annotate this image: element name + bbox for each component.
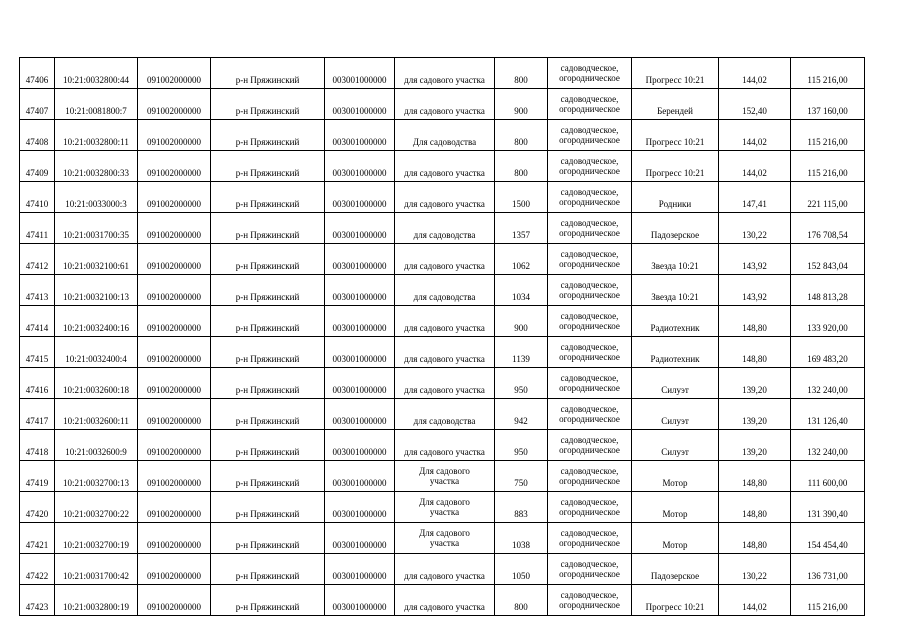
settlement-cell: Мотор <box>632 492 719 523</box>
table-row <box>20 151 865 182</box>
oktmo-code-cell: 091002000000 <box>138 399 211 430</box>
category-cell-line: садоводческое, <box>560 435 619 445</box>
area-cell: 1500 <box>495 182 548 213</box>
oktmo-code-cell: 091002000000 <box>138 275 211 306</box>
settlement-cell: Прогресс 10:21 <box>632 151 719 182</box>
row-number-cell: 47419 <box>20 461 55 492</box>
category-cell <box>548 368 632 399</box>
specific-value-cell: 144,02 <box>719 585 791 616</box>
category-cell-line: огородническое <box>559 414 620 424</box>
okato-code-cell: 003001000000 <box>325 89 395 120</box>
table-row <box>20 337 865 368</box>
permitted-use-cell: для садового участка <box>395 337 495 368</box>
specific-value-cell: 139,20 <box>719 368 791 399</box>
row-number-cell: 47416 <box>20 368 55 399</box>
category-cell-line: садоводческое, <box>560 466 619 476</box>
cadastral-value-cell: 152 843,04 <box>791 244 865 275</box>
district-cell: р-н Пряжинский <box>211 461 325 492</box>
area-cell: 800 <box>495 585 548 616</box>
area-cell: 1038 <box>495 523 548 554</box>
category-cell-line: садоводческое, <box>560 218 619 228</box>
cadastral-number-cell: 10:21:0032800:11 <box>55 120 138 151</box>
row-number-cell: 47421 <box>20 523 55 554</box>
permitted-use-cell <box>395 461 495 492</box>
settlement-cell: Радиотехник <box>632 337 719 368</box>
category-cell-line: садоводческое, <box>560 404 619 414</box>
row-number-cell: 47406 <box>20 58 55 89</box>
settlement-cell: Силуэт <box>632 430 719 461</box>
category-cell-line: огородническое <box>559 135 620 145</box>
area-cell: 950 <box>495 368 548 399</box>
cadastral-number-cell: 10:21:0032600:9 <box>55 430 138 461</box>
permitted-use-cell <box>395 523 495 554</box>
permitted-use-cell: для садового участка <box>395 306 495 337</box>
category-cell <box>548 213 632 244</box>
row-number-cell: 47415 <box>20 337 55 368</box>
category-cell-line: садоводческое, <box>560 590 619 600</box>
area-cell: 950 <box>495 430 548 461</box>
category-cell-line: огородническое <box>559 352 620 362</box>
permitted-use-cell: для садового участка <box>395 151 495 182</box>
okato-code-cell: 003001000000 <box>325 430 395 461</box>
cadastral-value-cell: 132 240,00 <box>791 430 865 461</box>
specific-value-cell: 143,92 <box>719 244 791 275</box>
specific-value-cell: 139,20 <box>719 430 791 461</box>
permitted-use-cell-line: Для садового <box>419 497 470 507</box>
permitted-use-cell: для садового участка <box>395 182 495 213</box>
table-row <box>20 306 865 337</box>
cadastral-number-cell: 10:21:0031700:35 <box>55 213 138 244</box>
district-cell: р-н Пряжинский <box>211 275 325 306</box>
settlement-cell: Прогресс 10:21 <box>632 585 719 616</box>
area-cell: 900 <box>495 306 548 337</box>
cadastral-number-cell: 10:21:0033000:3 <box>55 182 138 213</box>
category-cell-line: садоводческое, <box>560 373 619 383</box>
table-row <box>20 213 865 244</box>
settlement-cell: Силуэт <box>632 368 719 399</box>
area-cell: 1139 <box>495 337 548 368</box>
district-cell: р-н Пряжинский <box>211 368 325 399</box>
permitted-use-cell-line: Для садового <box>419 466 470 476</box>
oktmo-code-cell: 091002000000 <box>138 523 211 554</box>
cadastral-value-cell: 148 813,28 <box>791 275 865 306</box>
category-cell <box>548 306 632 337</box>
oktmo-code-cell: 091002000000 <box>138 368 211 399</box>
settlement-cell: Силуэт <box>632 399 719 430</box>
permitted-use-cell: для садоводства <box>395 399 495 430</box>
settlement-cell: Падозерское <box>632 213 719 244</box>
specific-value-cell: 144,02 <box>719 151 791 182</box>
land-plots-table <box>19 57 865 616</box>
category-cell-line: садоводческое, <box>560 311 619 321</box>
district-cell: р-н Пряжинский <box>211 492 325 523</box>
category-cell-line: огородническое <box>559 197 620 207</box>
settlement-cell: Прогресс 10:21 <box>632 58 719 89</box>
category-cell <box>548 151 632 182</box>
table-row <box>20 275 865 306</box>
cadastral-number-cell: 10:21:0032100:61 <box>55 244 138 275</box>
table-row <box>20 244 865 275</box>
specific-value-cell: 148,80 <box>719 523 791 554</box>
category-cell <box>548 430 632 461</box>
district-cell: р-н Пряжинский <box>211 585 325 616</box>
district-cell: р-н Пряжинский <box>211 306 325 337</box>
category-cell-line: огородническое <box>559 383 620 393</box>
area-cell: 900 <box>495 89 548 120</box>
specific-value-cell: 130,22 <box>719 213 791 244</box>
row-number-cell: 47414 <box>20 306 55 337</box>
cadastral-value-cell: 131 390,40 <box>791 492 865 523</box>
cadastral-value-cell: 115 216,00 <box>791 120 865 151</box>
row-number-cell: 47418 <box>20 430 55 461</box>
row-number-cell: 47408 <box>20 120 55 151</box>
permitted-use-cell: для садового участка <box>395 244 495 275</box>
permitted-use-cell: для садового участка <box>395 368 495 399</box>
cadastral-number-cell: 10:21:0032600:11 <box>55 399 138 430</box>
district-cell: р-н Пряжинский <box>211 58 325 89</box>
permitted-use-cell-line: участка <box>429 538 460 548</box>
category-cell-line: садоводческое, <box>560 63 619 73</box>
oktmo-code-cell: 091002000000 <box>138 585 211 616</box>
category-cell-line: огородническое <box>559 166 620 176</box>
permitted-use-cell: для садоводства <box>395 275 495 306</box>
category-cell-line: огородническое <box>559 321 620 331</box>
table-row <box>20 58 865 89</box>
category-cell <box>548 554 632 585</box>
table-row <box>20 523 865 554</box>
district-cell: р-н Пряжинский <box>211 523 325 554</box>
cadastral-value-cell: 176 708,54 <box>791 213 865 244</box>
area-cell: 1062 <box>495 244 548 275</box>
cadastral-number-cell: 10:21:0032800:19 <box>55 585 138 616</box>
specific-value-cell: 144,02 <box>719 120 791 151</box>
category-cell-line: огородническое <box>559 73 620 83</box>
category-cell-line: садоводческое, <box>560 94 619 104</box>
category-cell-line: огородническое <box>559 569 620 579</box>
category-cell <box>548 492 632 523</box>
area-cell: 883 <box>495 492 548 523</box>
table-row <box>20 461 865 492</box>
table-row <box>20 368 865 399</box>
okato-code-cell: 003001000000 <box>325 585 395 616</box>
table-row <box>20 182 865 213</box>
cadastral-number-cell: 10:21:0032600:18 <box>55 368 138 399</box>
cadastral-number-cell: 10:21:0032800:33 <box>55 151 138 182</box>
category-cell <box>548 337 632 368</box>
cadastral-value-cell: 115 216,00 <box>791 585 865 616</box>
settlement-cell: Берендей <box>632 89 719 120</box>
area-cell: 800 <box>495 58 548 89</box>
settlement-cell: Звезда 10:21 <box>632 244 719 275</box>
row-number-cell: 47411 <box>20 213 55 244</box>
table-row <box>20 89 865 120</box>
cadastral-number-cell: 10:21:0032700:19 <box>55 523 138 554</box>
permitted-use-cell: Для садоводства <box>395 120 495 151</box>
permitted-use-cell: для садоводства <box>395 213 495 244</box>
district-cell: р-н Пряжинский <box>211 337 325 368</box>
category-cell <box>548 461 632 492</box>
cadastral-number-cell: 10:21:0032700:22 <box>55 492 138 523</box>
permitted-use-cell: для садового участка <box>395 430 495 461</box>
cadastral-value-cell: 154 454,40 <box>791 523 865 554</box>
okato-code-cell: 003001000000 <box>325 306 395 337</box>
district-cell: р-н Пряжинский <box>211 399 325 430</box>
category-cell-line: огородническое <box>559 228 620 238</box>
specific-value-cell: 148,80 <box>719 337 791 368</box>
table-body <box>20 58 865 616</box>
district-cell: р-н Пряжинский <box>211 151 325 182</box>
cadastral-number-cell: 10:21:0032800:44 <box>55 58 138 89</box>
okato-code-cell: 003001000000 <box>325 337 395 368</box>
okato-code-cell: 003001000000 <box>325 368 395 399</box>
specific-value-cell: 147,41 <box>719 182 791 213</box>
permitted-use-cell: для садового участка <box>395 58 495 89</box>
category-cell <box>548 585 632 616</box>
cadastral-number-cell: 10:21:0032100:13 <box>55 275 138 306</box>
district-cell: р-н Пряжинский <box>211 213 325 244</box>
cadastral-number-cell: 10:21:0031700:42 <box>55 554 138 585</box>
category-cell-line: садоводческое, <box>560 187 619 197</box>
row-number-cell: 47423 <box>20 585 55 616</box>
oktmo-code-cell: 091002000000 <box>138 244 211 275</box>
permitted-use-cell-line: участка <box>429 507 460 517</box>
permitted-use-cell-line: Для садового <box>419 528 470 538</box>
specific-value-cell: 152,40 <box>719 89 791 120</box>
okato-code-cell: 003001000000 <box>325 399 395 430</box>
okato-code-cell: 003001000000 <box>325 120 395 151</box>
category-cell <box>548 58 632 89</box>
category-cell-line: огородническое <box>559 259 620 269</box>
category-cell-line: огородническое <box>559 600 620 610</box>
permitted-use-cell <box>395 492 495 523</box>
settlement-cell: Родники <box>632 182 719 213</box>
cadastral-number-cell: 10:21:0081800:7 <box>55 89 138 120</box>
specific-value-cell: 139,20 <box>719 399 791 430</box>
row-number-cell: 47422 <box>20 554 55 585</box>
category-cell-line: огородническое <box>559 445 620 455</box>
district-cell: р-н Пряжинский <box>211 244 325 275</box>
area-cell: 942 <box>495 399 548 430</box>
oktmo-code-cell: 091002000000 <box>138 306 211 337</box>
specific-value-cell: 148,80 <box>719 306 791 337</box>
oktmo-code-cell: 091002000000 <box>138 58 211 89</box>
settlement-cell: Звезда 10:21 <box>632 275 719 306</box>
category-cell <box>548 399 632 430</box>
category-cell-line: садоводческое, <box>560 497 619 507</box>
category-cell <box>548 523 632 554</box>
category-cell <box>548 275 632 306</box>
table-row <box>20 430 865 461</box>
area-cell: 1034 <box>495 275 548 306</box>
oktmo-code-cell: 091002000000 <box>138 430 211 461</box>
row-number-cell: 47413 <box>20 275 55 306</box>
category-cell-line: садоводческое, <box>560 342 619 352</box>
okato-code-cell: 003001000000 <box>325 182 395 213</box>
cadastral-value-cell: 133 920,00 <box>791 306 865 337</box>
table-row <box>20 585 865 616</box>
oktmo-code-cell: 091002000000 <box>138 120 211 151</box>
okato-code-cell: 003001000000 <box>325 151 395 182</box>
oktmo-code-cell: 091002000000 <box>138 461 211 492</box>
okato-code-cell: 003001000000 <box>325 275 395 306</box>
permitted-use-cell: для садового участка <box>395 585 495 616</box>
oktmo-code-cell: 091002000000 <box>138 89 211 120</box>
table-row <box>20 492 865 523</box>
okato-code-cell: 003001000000 <box>325 492 395 523</box>
table-row <box>20 399 865 430</box>
category-cell-line: огородническое <box>559 290 620 300</box>
area-cell: 750 <box>495 461 548 492</box>
settlement-cell: Мотор <box>632 523 719 554</box>
cadastral-value-cell: 131 126,40 <box>791 399 865 430</box>
settlement-cell: Падозерское <box>632 554 719 585</box>
category-cell-line: садоводческое, <box>560 156 619 166</box>
okato-code-cell: 003001000000 <box>325 461 395 492</box>
permitted-use-cell-line: участка <box>429 476 460 486</box>
category-cell-line: огородническое <box>559 538 620 548</box>
oktmo-code-cell: 091002000000 <box>138 337 211 368</box>
oktmo-code-cell: 091002000000 <box>138 554 211 585</box>
category-cell-line: огородническое <box>559 507 620 517</box>
specific-value-cell: 144,02 <box>719 58 791 89</box>
table-row <box>20 120 865 151</box>
okato-code-cell: 003001000000 <box>325 213 395 244</box>
table-row <box>20 554 865 585</box>
category-cell-line: огородническое <box>559 476 620 486</box>
cadastral-value-cell: 115 216,00 <box>791 58 865 89</box>
oktmo-code-cell: 091002000000 <box>138 151 211 182</box>
permitted-use-cell: для садового участка <box>395 89 495 120</box>
okato-code-cell: 003001000000 <box>325 554 395 585</box>
cadastral-value-cell: 111 600,00 <box>791 461 865 492</box>
oktmo-code-cell: 091002000000 <box>138 182 211 213</box>
oktmo-code-cell: 091002000000 <box>138 492 211 523</box>
district-cell: р-н Пряжинский <box>211 182 325 213</box>
oktmo-code-cell: 091002000000 <box>138 213 211 244</box>
specific-value-cell: 130,22 <box>719 554 791 585</box>
area-cell: 1050 <box>495 554 548 585</box>
row-number-cell: 47417 <box>20 399 55 430</box>
settlement-cell: Прогресс 10:21 <box>632 120 719 151</box>
row-number-cell: 47420 <box>20 492 55 523</box>
permitted-use-cell: для садового участка <box>395 554 495 585</box>
category-cell-line: садоводческое, <box>560 125 619 135</box>
area-cell: 800 <box>495 120 548 151</box>
category-cell-line: огородническое <box>559 104 620 114</box>
cadastral-value-cell: 169 483,20 <box>791 337 865 368</box>
category-cell-line: садоводческое, <box>560 249 619 259</box>
row-number-cell: 47410 <box>20 182 55 213</box>
row-number-cell: 47412 <box>20 244 55 275</box>
category-cell-line: садоводческое, <box>560 280 619 290</box>
settlement-cell: Радиотехник <box>632 306 719 337</box>
cadastral-value-cell: 136 731,00 <box>791 554 865 585</box>
specific-value-cell: 148,80 <box>719 492 791 523</box>
district-cell: р-н Пряжинский <box>211 120 325 151</box>
cadastral-value-cell: 137 160,00 <box>791 89 865 120</box>
cadastral-value-cell: 115 216,00 <box>791 151 865 182</box>
category-cell-line: садоводческое, <box>560 559 619 569</box>
category-cell <box>548 244 632 275</box>
category-cell <box>548 89 632 120</box>
category-cell <box>548 120 632 151</box>
category-cell-line: садоводческое, <box>560 528 619 538</box>
cadastral-number-cell: 10:21:0032400:4 <box>55 337 138 368</box>
okato-code-cell: 003001000000 <box>325 244 395 275</box>
district-cell: р-н Пряжинский <box>211 430 325 461</box>
area-cell: 1357 <box>495 213 548 244</box>
specific-value-cell: 143,92 <box>719 275 791 306</box>
cadastral-number-cell: 10:21:0032400:16 <box>55 306 138 337</box>
district-cell: р-н Пряжинский <box>211 554 325 585</box>
row-number-cell: 47409 <box>20 151 55 182</box>
okato-code-cell: 003001000000 <box>325 523 395 554</box>
category-cell <box>548 182 632 213</box>
specific-value-cell: 148,80 <box>719 461 791 492</box>
okato-code-cell: 003001000000 <box>325 58 395 89</box>
cadastral-number-cell: 10:21:0032700:13 <box>55 461 138 492</box>
district-cell: р-н Пряжинский <box>211 89 325 120</box>
area-cell: 800 <box>495 151 548 182</box>
cadastral-value-cell: 132 240,00 <box>791 368 865 399</box>
cadastral-value-cell: 221 115,00 <box>791 182 865 213</box>
row-number-cell: 47407 <box>20 89 55 120</box>
settlement-cell: Мотор <box>632 461 719 492</box>
